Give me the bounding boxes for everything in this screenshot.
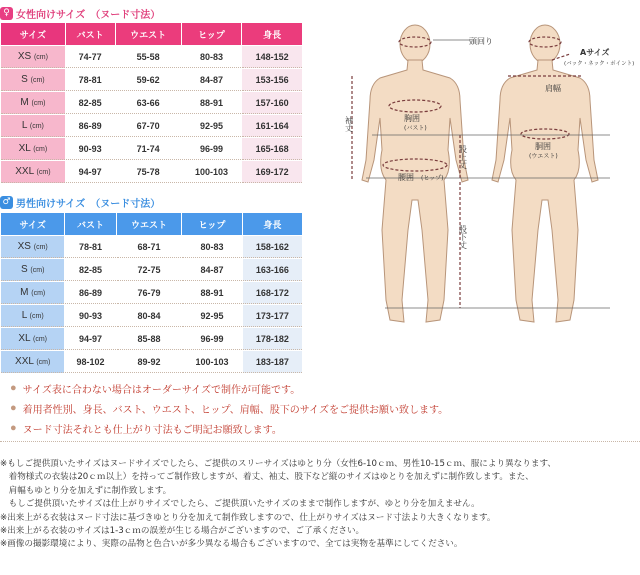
table-row [1, 351, 302, 373]
table-row [1, 236, 302, 258]
waist-cell: 75-78 [116, 161, 181, 183]
size-name: XXL [15, 356, 37, 367]
size-unit: (cm) [33, 54, 48, 61]
fine-print-line: 着物様式の衣装は20ｃｍ以上）を持ってご制作致しますが、着丈、袖丈、股下など縦のサイズはゆとりを加えずに制作致します。また、 [0, 472, 534, 483]
height-cell: 157-160 [242, 92, 302, 114]
hip-cell: 84-87 [182, 69, 242, 91]
front-body-silhouette [362, 25, 468, 322]
size-name: S [21, 74, 31, 85]
col-header-hip: ヒップ [182, 213, 241, 235]
size-name: M [20, 97, 32, 108]
col-header-waist: ウエスト [116, 23, 181, 45]
bust-sub-label: (バスト) [404, 125, 427, 132]
size-label-cell [1, 161, 65, 183]
waist-cell: 85-88 [117, 328, 182, 350]
size-unit: (cm) [30, 267, 45, 274]
bullet-icon: ● [10, 382, 17, 394]
bust-cell: 90-93 [65, 305, 115, 327]
a-size-label: Aサイズ [580, 48, 610, 57]
hip-cell: 96-99 [182, 328, 241, 350]
bust-cell: 94-97 [65, 328, 115, 350]
height-cell: 158-162 [243, 236, 302, 258]
hip-cell: 88-91 [182, 92, 242, 114]
size-label-cell [1, 69, 65, 91]
size-name: L [21, 310, 30, 321]
bust-cell: 86-89 [66, 115, 115, 137]
divider [0, 441, 640, 442]
size-unit: (cm) [36, 359, 51, 366]
size-name: XL [18, 333, 34, 344]
table-row [1, 282, 302, 304]
bust-cell: 78-81 [66, 69, 115, 91]
table-row [1, 92, 302, 114]
a-size-sub-label: (バック・ネック・ポイント) [564, 61, 635, 67]
male-size-title-text: 男性向けサイズ （ヌード寸法） [16, 198, 161, 210]
bust-cell: 74-77 [66, 46, 115, 68]
size-label-cell [1, 138, 65, 160]
size-name: XS [17, 51, 34, 62]
waist-cell: 67-70 [116, 115, 181, 137]
col-header-height: 身長 [243, 213, 302, 235]
table-row [1, 115, 302, 137]
size-label-cell [1, 328, 64, 350]
height-cell: 165-168 [242, 138, 302, 160]
male-size-table [0, 212, 303, 374]
bust-cell: 90-93 [66, 138, 115, 160]
size-unit: (cm) [33, 336, 48, 343]
height-cell: 148-152 [242, 46, 302, 68]
bust-cell: 98-102 [65, 351, 115, 373]
note-item: ● サイズ表に合わない場合はオーダーサイズで制作が可能です。 [10, 382, 301, 396]
waist-cell: 63-66 [116, 92, 181, 114]
height-cell: 163-166 [243, 259, 302, 281]
fine-print-line: ※もしご提供頂いたサイズはヌードサイズでしたら、ご提供のスリーサイズはゆとり分（女性6-10ｃｍ、男性10-15ｃｍ、服により異なります、 [0, 459, 556, 469]
col-header-bust: バスト [66, 23, 115, 45]
female-size-title [0, 4, 160, 22]
upper-length-label: 股上丈 [458, 145, 468, 169]
back-body-silhouette [492, 25, 598, 322]
fine-print-line: 肩幅もゆとり分を加えずに制作致します。 [0, 485, 172, 496]
waist-cell: 59-62 [116, 69, 181, 91]
note-item: ● 着用者性別、身長、バスト、ウエスト、ヒップ、肩幅、股下のサイズをご提供お願い致します。 [10, 402, 449, 416]
female-symbol-icon: ♀ [0, 7, 13, 20]
size-label-cell [1, 351, 64, 373]
size-unit: (cm) [31, 100, 46, 107]
table-row [1, 328, 302, 350]
height-cell: 153-156 [242, 69, 302, 91]
hip-cell: 100-103 [182, 351, 241, 373]
waist-cell: 76-79 [117, 282, 182, 304]
bust-cell: 78-81 [65, 236, 115, 258]
height-cell: 161-164 [242, 115, 302, 137]
size-label-cell [1, 236, 64, 258]
table-row [1, 305, 302, 327]
size-unit: (cm) [33, 146, 48, 153]
size-unit: (cm) [30, 77, 45, 84]
height-cell: 169-172 [242, 161, 302, 183]
fine-print [0, 458, 640, 552]
body-measurement-figure [330, 0, 640, 340]
hip-cell: 80-83 [182, 46, 242, 68]
height-cell: 168-172 [243, 282, 302, 304]
waist-cell: 89-92 [117, 351, 182, 373]
size-name: XS [17, 241, 34, 252]
fine-print-line: ※出来上がる衣装のサイズは1-3ｃｍの誤差が生じる場合がございますので、ご了承ください。 [0, 526, 365, 537]
size-label-cell [1, 46, 65, 68]
size-unit: (cm) [36, 169, 51, 176]
height-cell: 183-187 [243, 351, 302, 373]
order-notes [10, 378, 448, 438]
col-header-size: サイズ [1, 23, 65, 45]
hip-cell: 96-99 [182, 138, 242, 160]
table-row [1, 69, 302, 91]
table-row [1, 138, 302, 160]
hip-cell: 88-91 [182, 282, 241, 304]
table-row [1, 46, 302, 68]
height-cell: 178-182 [243, 328, 302, 350]
waist-cell: 72-75 [117, 259, 182, 281]
size-unit: (cm) [29, 123, 44, 130]
fine-print-line: ※出来上がる衣装はヌード寸法に基づきゆとり分を加えて制作致しますので、仕上がりサイズはヌード寸法より大きくなります。 [0, 512, 496, 523]
bust-cell: 86-89 [65, 282, 115, 304]
waist-cell: 55-58 [116, 46, 181, 68]
waist-sub-label: (ウエスト) [529, 153, 558, 160]
hip-cell: 84-87 [182, 259, 241, 281]
fine-print-line: もしご提供頂いたサイズは仕上がりサイズでしたら、ご提供頂いたサイズのままで制作しますが、ゆとり分を加えません。 [0, 499, 480, 510]
size-name: L [21, 120, 30, 131]
male-symbol-icon: ♂ [0, 196, 13, 209]
size-name: M [20, 287, 32, 298]
waist-cell: 68-71 [117, 236, 182, 258]
lower-length-label: 股下丈 [458, 225, 468, 249]
hip-label: 腰囲 [398, 173, 414, 182]
bullet-icon: ● [10, 402, 17, 414]
height-cell: 173-177 [243, 305, 302, 327]
waist-cell: 80-84 [117, 305, 182, 327]
bust-cell: 82-85 [65, 259, 115, 281]
male-size-title [0, 193, 160, 211]
bust-cell: 82-85 [66, 92, 115, 114]
size-unit: (cm) [33, 244, 48, 251]
size-unit: (cm) [31, 290, 46, 297]
bullet-icon: ● [10, 422, 17, 434]
size-name: XL [18, 143, 34, 154]
female-size-title-text: 女性向けサイズ （ヌード寸法） [16, 9, 161, 21]
hip-sub-label: (ヒップ) [421, 175, 444, 182]
shoulder-label: 肩幅 [545, 84, 561, 93]
size-name: S [20, 264, 31, 275]
size-name: XXL [15, 166, 37, 177]
col-header-bust: バスト [65, 213, 115, 235]
table-row [1, 161, 302, 183]
hip-cell: 92-95 [182, 305, 241, 327]
size-label-cell [1, 259, 64, 281]
head-label: 頭回り [469, 37, 493, 46]
female-size-table [0, 22, 303, 184]
col-header-height: 身長 [242, 23, 302, 45]
bust-label: 胸囲 [404, 114, 420, 123]
size-label-cell [1, 305, 64, 327]
bust-cell: 94-97 [66, 161, 115, 183]
note-item: ● ヌード寸法それとも仕上がり寸法もご明記お願致します。 [10, 422, 282, 436]
sleeve-label: 袖丈 [344, 116, 354, 132]
size-unit: (cm) [29, 313, 44, 320]
size-label-cell [1, 92, 65, 114]
hip-cell: 92-95 [182, 115, 242, 137]
hip-cell: 100-103 [182, 161, 242, 183]
table-row [1, 259, 302, 281]
fine-print-line: ※画像の撮影環境により、実際の品物と色合いが多少異なる場合もございますので、全ては実物を基準にしてください。 [0, 539, 463, 550]
waist-label: 胴囲 [535, 142, 551, 151]
col-header-hip: ヒップ [182, 23, 242, 45]
hip-cell: 80-83 [182, 236, 241, 258]
waist-cell: 71-74 [116, 138, 181, 160]
col-header-waist: ウエスト [117, 213, 182, 235]
size-label-cell [1, 115, 65, 137]
col-header-size: サイズ [1, 213, 64, 235]
size-label-cell [1, 282, 64, 304]
